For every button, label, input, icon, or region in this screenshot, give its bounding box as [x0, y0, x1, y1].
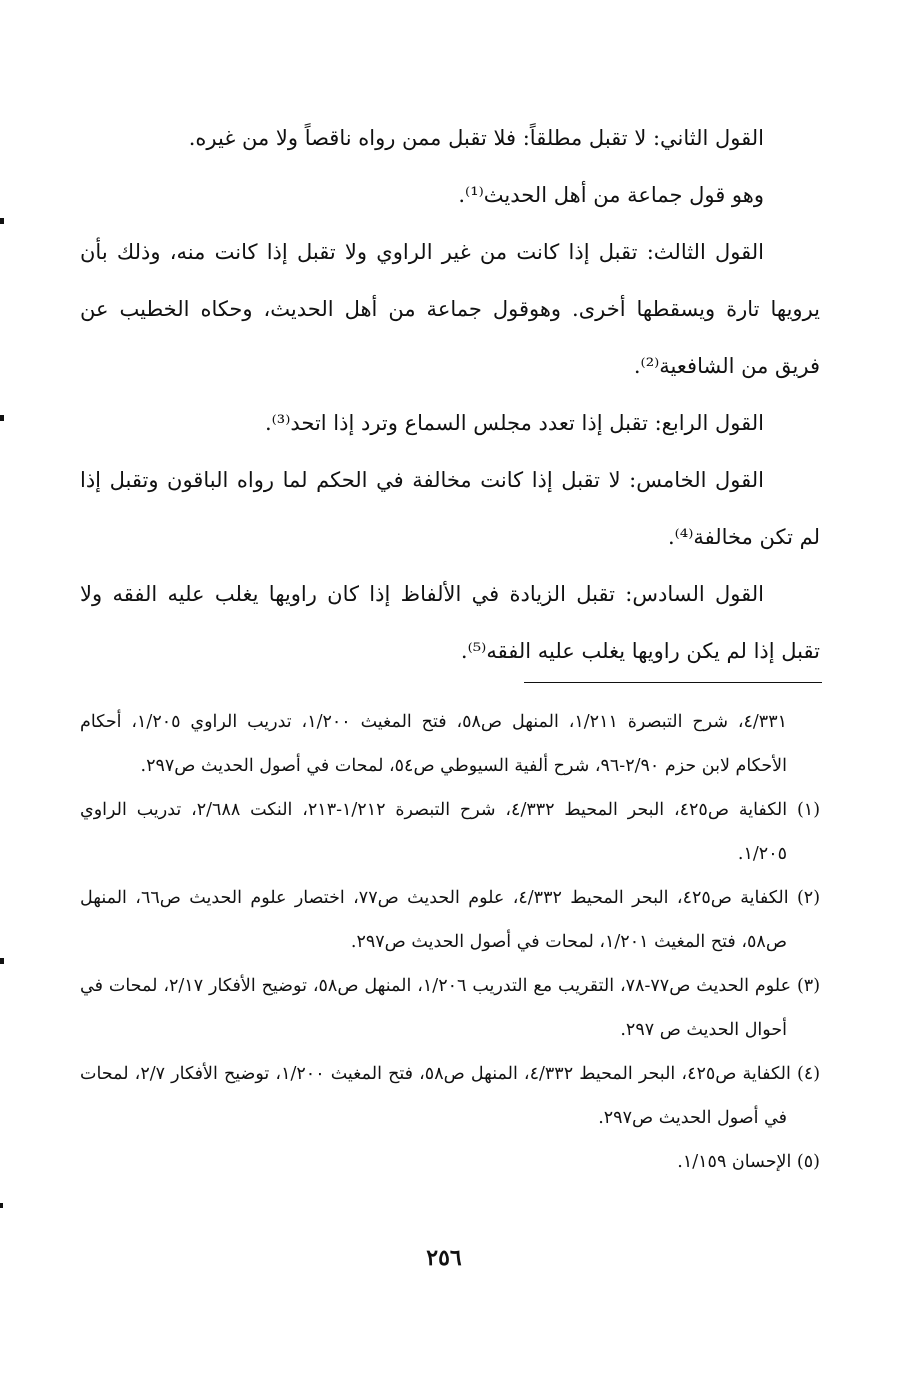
paragraph-second-opinion: القول الثاني: لا تقبل مطلقاً: فلا تقبل ممن رواه ناقصاً ولا من غيره.	[188, 126, 764, 150]
footnote-continuation: ٤/٣٣١، شرح التبصرة ١/٢١١، المنهل ص٥٨، فتح المغيث ١/٢٠٠، تدريب الراوي ١/٢٠٥، أحكام الأحكام لابن حزم ٢/٩٠-٩٦، شرح ألفية السيوطي ص٥٤، لمحات في أصول الحديث ص٢٩٧.	[80, 712, 787, 776]
footnote-1: (١) الكفاية ص٤٢٥، البحر المحيط ٤/٣٣٢، شرح التبصرة ١/٢١٢-٢١٣، النكت ٢/٦٨٨، تدريب الراوي ١/٢٠٥.	[80, 800, 821, 864]
scan-edge-mark	[0, 1203, 3, 1208]
page-number: ٢٥٦	[426, 1245, 462, 1271]
paragraph-fifth-opinion: القول الخامس: لا تقبل إذا كانت مخالفة في الحكم لما رواه الباقون وتقبل إذا لم تكن مخالفة⁽⁴⁾.	[80, 468, 820, 549]
footnote-separator	[524, 682, 822, 683]
footnote-3: (٣) علوم الحديث ص٧٧-٧٨، التقريب مع التدريب ١/٢٠٦، المنهل ص٥٨، توضيح الأفكار ٢/١٧، لمحات في أحوال الحديث ص ٢٩٧.	[80, 976, 821, 1040]
scan-edge-mark	[0, 958, 4, 964]
paragraph-sixth-opinion: القول السادس: تقبل الزيادة في الألفاظ إذا كان راويها يغلب عليه الفقه ولا تقبل إذا لم يكن راويها يغلب عليه الفقه⁽⁵⁾.	[80, 582, 820, 663]
scan-edge-mark	[0, 218, 4, 224]
paragraph-third-opinion: القول الثالث: تقبل إذا كانت من غير الراوي ولا تقبل إذا كانت منه، وذلك بأن يرويها تارة ويسقطها أخرى. وهوقول جماعة من أهل الحديث، وحكاه الخطيب عن فريق من الشافعية⁽²⁾.	[80, 240, 820, 378]
footnote-4: (٤) الكفاية ص٤٢٥، البحر المحيط ٤/٣٣٢، المنهل ص٥٨، فتح المغيث ١/٢٠٠، توضيح الأفكار ٢/٧، لمحات في أصول الحديث ص٢٩٧.	[80, 1064, 821, 1128]
main-text	[80, 110, 820, 680]
footnotes	[80, 700, 820, 1184]
footnote-2: (٢) الكفاية ص٤٢٥، البحر المحيط ٤/٣٣٢، علوم الحديث ص٧٧، اختصار علوم الحديث ص٦٦، المنهل ص٥٨، فتح المغيث ١/٢٠١، لمحات في أصول الحديث ص٢٩٧.	[80, 888, 821, 952]
footnote-5: (٥) الإحسان ١/١٥٩.	[677, 1152, 820, 1172]
scan-edge-mark	[0, 415, 4, 421]
paragraph-fourth-opinion: القول الرابع: تقبل إذا تعدد مجلس السماع وترد إذا اتحد⁽³⁾.	[264, 411, 764, 435]
paragraph-hadith-scholars: وهو قول جماعة من أهل الحديث⁽¹⁾.	[458, 183, 764, 207]
